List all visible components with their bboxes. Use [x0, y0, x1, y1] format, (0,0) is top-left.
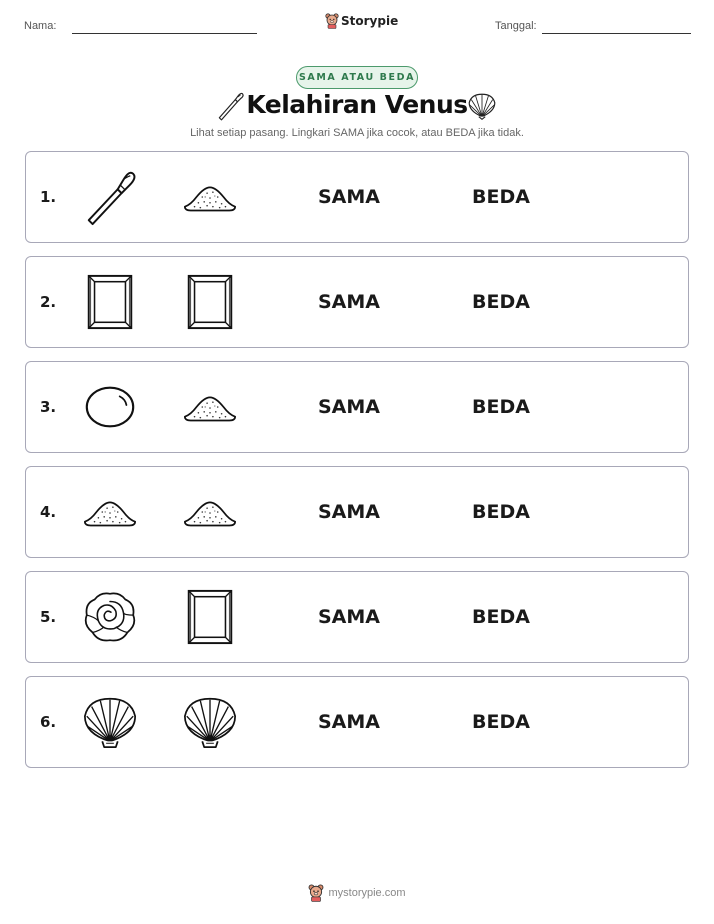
date-line[interactable] [542, 33, 691, 34]
same-option[interactable]: SAMA [318, 186, 381, 208]
worksheet-type-badge: SAMA ATAU BEDA [296, 66, 418, 89]
sand-pile-icon [181, 168, 239, 226]
same-option[interactable]: SAMA [318, 501, 381, 523]
question-row [25, 151, 689, 243]
page-title: Kelahiran Venus [246, 90, 468, 119]
question-number: 3. [40, 398, 57, 416]
frame-icon [81, 273, 139, 331]
same-option[interactable]: SAMA [318, 711, 381, 733]
sand-pile-icon [181, 483, 239, 541]
question-row [25, 571, 689, 663]
frame-icon [181, 588, 239, 646]
sand-pile-icon [181, 378, 239, 436]
scallop-shell-icon [466, 90, 498, 126]
scallop-shell-icon [181, 693, 239, 751]
bear-logo-icon [308, 884, 324, 902]
question-row [25, 676, 689, 768]
question-number: 6. [40, 713, 57, 731]
bear-logo-icon [325, 13, 339, 29]
same-option[interactable]: SAMA [318, 606, 381, 628]
name-label: Nama: [24, 20, 57, 32]
footer-site: mystorypie.com [328, 887, 406, 899]
same-option[interactable]: SAMA [318, 396, 381, 418]
question-row [25, 256, 689, 348]
pearl-icon [81, 378, 139, 436]
different-option[interactable]: BEDA [472, 606, 530, 628]
different-option[interactable]: BEDA [472, 186, 530, 208]
question-number: 2. [40, 293, 57, 311]
different-option[interactable]: BEDA [472, 711, 530, 733]
same-option[interactable]: SAMA [318, 291, 381, 313]
question-row [25, 361, 689, 453]
different-option[interactable]: BEDA [472, 501, 530, 523]
question-number: 5. [40, 608, 57, 626]
scallop-shell-icon [81, 693, 139, 751]
different-option[interactable]: BEDA [472, 396, 530, 418]
brand-name: Storypie [341, 14, 399, 28]
question-number: 4. [40, 503, 57, 521]
rose-icon [81, 588, 139, 646]
sand-pile-icon [81, 483, 139, 541]
paintbrush-icon [81, 168, 139, 226]
date-label: Tanggal: [495, 20, 537, 32]
storypie-logo [325, 13, 398, 29]
instructions: Lihat setiap pasang. Lingkari SAMA jika cocok, atau BEDA jika tidak. [190, 127, 524, 139]
question-row [25, 466, 689, 558]
different-option[interactable]: BEDA [472, 291, 530, 313]
footer [0, 884, 714, 902]
question-number: 1. [40, 188, 57, 206]
name-line[interactable] [72, 33, 257, 34]
frame-icon [181, 273, 239, 331]
